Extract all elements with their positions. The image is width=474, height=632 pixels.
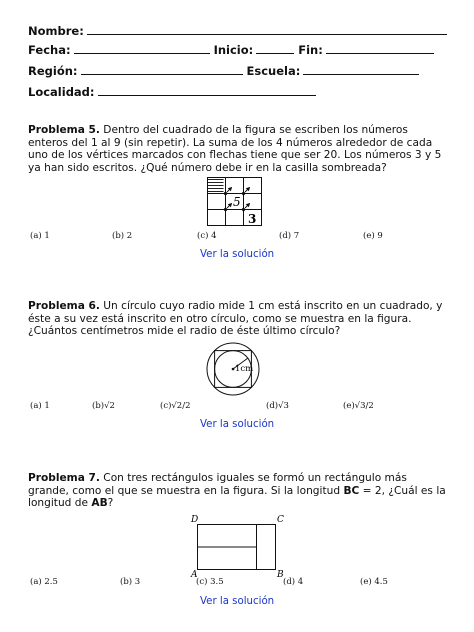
inicio-label: Inicio: (213, 43, 254, 57)
option-d[interactable]: (d)√3 (266, 401, 289, 411)
nombre-field[interactable] (87, 24, 447, 35)
problem-7-bc: BC (343, 484, 360, 497)
problem-7-title: Problema 7. (28, 472, 100, 484)
option-a[interactable]: (a) 2.5 (30, 577, 58, 587)
vertex-label-b: B (277, 570, 284, 578)
option-d[interactable]: (d) 4 (283, 577, 304, 587)
option-c[interactable]: (c) 4 (197, 231, 217, 241)
center-dot (232, 368, 235, 371)
inicio-field[interactable] (256, 43, 294, 54)
option-e[interactable]: (e) 9 (363, 231, 383, 241)
problem-6-options (30, 401, 450, 413)
solution-link-7[interactable]: Ver la solución (200, 596, 275, 607)
fin-label: Fin: (298, 43, 323, 57)
escuela-field[interactable] (303, 64, 419, 75)
problem-7-body-2: = 2, ¿Cuál es la longitud de (28, 484, 446, 510)
solution-link-6[interactable]: Ver la solución (200, 419, 275, 430)
localidad-field[interactable] (98, 85, 316, 96)
problem-6-title: Problema 6. (28, 300, 100, 312)
problem-5-figure (205, 175, 269, 229)
rectangles (198, 525, 276, 570)
fecha-field[interactable] (74, 43, 210, 54)
solution-link-5[interactable]: Ver la solución (200, 249, 275, 260)
region-field[interactable] (81, 64, 243, 75)
option-b[interactable]: (b) 3 (120, 577, 141, 587)
problem-5-body: Dentro del cuadrado de la figura se escriben los números enteros del 1 al 9 (sin repetir). La suma de los 4 números alrededor de cada uno de los vértices marcados con flechas tiene que ser 20. Los números 3 y 5 ya han sido escritos. ¿Qué número debe ir en la casilla sombreada? (28, 124, 442, 174)
problem-6-body: Un círculo cuyo radio mide 1 cm está inscrito en un cuadrado, y éste a su vez está inscrito en otro círculo, como se muestra en la figura. ¿Cuántos centímetros mide el radio de éste último círculo? (28, 300, 443, 338)
option-b[interactable]: (b) 2 (112, 231, 133, 241)
nombre-row (28, 24, 451, 38)
problem-5-title: Problema 5. (28, 124, 100, 136)
problem-5-text (28, 124, 448, 174)
fecha-row (28, 43, 438, 57)
option-c[interactable]: (c)√2/2 (160, 401, 191, 411)
radius-label: 1cm (235, 364, 254, 374)
problem-6-figure (202, 342, 264, 396)
shaded-cell (208, 178, 224, 194)
option-c[interactable]: (c) 3.5 (196, 577, 224, 587)
fin-field[interactable] (326, 43, 434, 54)
problem-5-options (30, 231, 450, 243)
option-e[interactable]: (e)√3/2 (343, 401, 374, 411)
cell-number-5: 5 (233, 195, 241, 209)
option-b[interactable]: (b)√2 (92, 401, 115, 411)
region-label: Región: (28, 64, 78, 78)
escuela-label: Escuela: (246, 64, 301, 78)
region-row (28, 64, 423, 78)
problem-7-figure (188, 512, 288, 578)
vertex-label-d: D (191, 515, 199, 525)
nombre-label: Nombre: (28, 24, 84, 38)
option-a[interactable]: (a) 1 (30, 231, 50, 241)
problem-7-body-3: ? (107, 497, 114, 510)
localidad-row (28, 85, 320, 99)
problem-6-text (28, 300, 448, 338)
vertex-label-c: C (277, 515, 284, 525)
option-e[interactable]: (e) 4.5 (360, 577, 388, 587)
fecha-label: Fecha: (28, 43, 71, 57)
option-d[interactable]: (d) 7 (279, 231, 300, 241)
localidad-label: Localidad: (28, 85, 95, 99)
vertex-label-a: A (191, 570, 198, 578)
problem-7-body-1: Con tres rectángulos iguales se formó un rectángulo más grande, como el que se muestra en la figura. Si la longitud (28, 472, 407, 497)
problem-7-ab: AB (91, 497, 108, 510)
problem-7-options (30, 577, 450, 589)
option-a[interactable]: (a) 1 (30, 401, 50, 411)
cell-number-3: 3 (248, 212, 257, 226)
problem-7-text (28, 472, 448, 510)
